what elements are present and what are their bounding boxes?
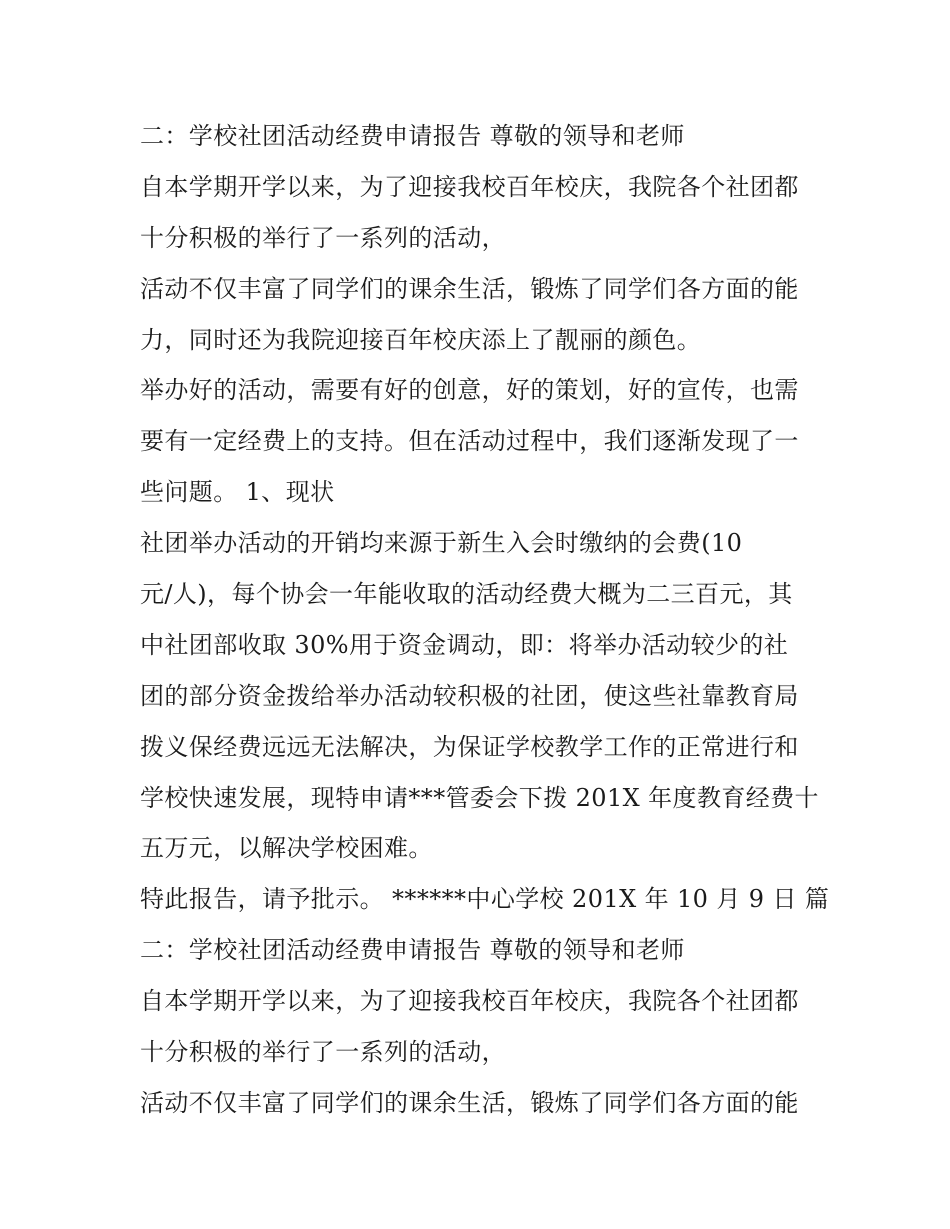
text-line: 二：学校社团活动经费申请报告 尊敬的领导和老师 xyxy=(140,936,685,965)
text-line: 活动不仅丰富了同学们的课余生活，锻炼了同学们各方面的能 xyxy=(140,274,799,303)
text-line: 学校快速发展，现特申请***管委会下拨 201X 年度教育经费十 xyxy=(140,783,819,812)
text-line: 中社团部收取 30%用于资金调动，即：将举办活动较少的社 xyxy=(140,630,789,659)
text-line: 团的部分资金拨给举办活动较积极的社团，使这些社靠教育局 xyxy=(140,681,799,710)
document-body xyxy=(140,111,830,1129)
text-line: 些问题。 1、现状 xyxy=(140,478,335,507)
text-line: 拨义保经费远远无法解决，为保证学校教学工作的正常进行和 xyxy=(140,732,799,761)
text-line: 十分积极的举行了一系列的活动， xyxy=(140,223,506,252)
text-line: 特此报告，请予批示。 ******中心学校 201X 年 10 月 9 日 篇 xyxy=(140,885,830,914)
text-line: 活动不仅丰富了同学们的课余生活，锻炼了同学们各方面的能 xyxy=(140,1088,799,1117)
text-line: 自本学期开学以来，为了迎接我校百年校庆，我院各个社团都 xyxy=(140,987,799,1016)
text-line: 要有一定经费上的支持。但在活动过程中，我们逐渐发现了一 xyxy=(140,427,799,456)
text-line: 十分积极的举行了一系列的活动， xyxy=(140,1038,506,1067)
text-line: 举办好的活动，需要有好的创意，好的策划，好的宣传，也需 xyxy=(140,376,799,405)
text-line: 社团举办活动的开销均来源于新生入会时缴纳的会费(10 xyxy=(140,529,743,558)
text-line: 力，同时还为我院迎接百年校庆添上了靓丽的颜色。 xyxy=(140,325,702,354)
text-line: 元/人)，每个协会一年能收取的活动经费大概为二三百元，其 xyxy=(140,580,793,609)
text-line: 五万元，以解决学校困难。 xyxy=(140,834,433,863)
text-line: 二：学校社团活动经费申请报告 尊敬的领导和老师 xyxy=(140,122,685,150)
text-line: 自本学期开学以来，为了迎接我校百年校庆，我院各个社团都 xyxy=(140,172,799,201)
